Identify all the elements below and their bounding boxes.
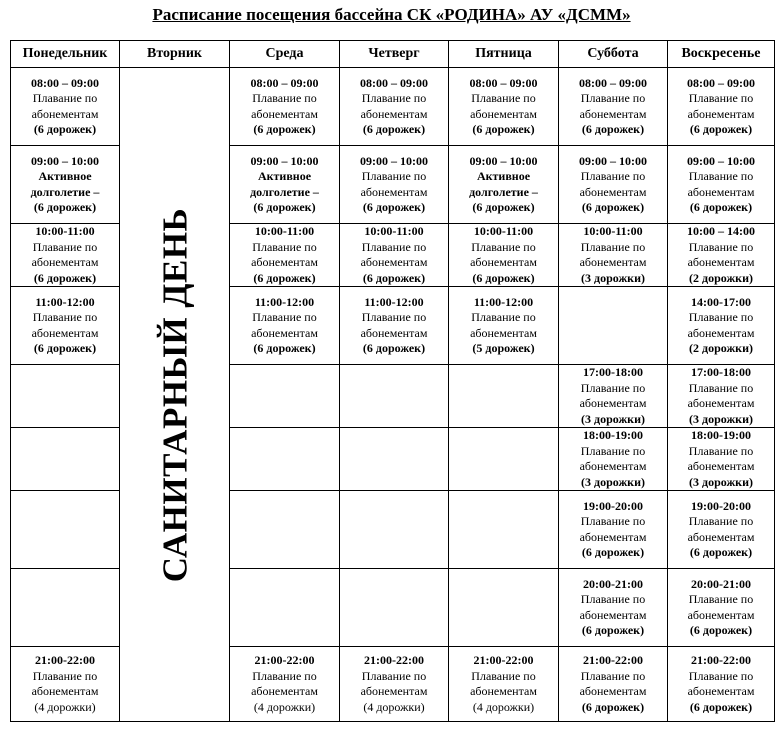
schedule-cell [668, 569, 775, 647]
session-time: 21:00-22:00 [364, 653, 424, 667]
session-activity: Плавание по абонементам [687, 380, 755, 410]
session-time: 21:00-22:00 [691, 653, 751, 667]
session-time: 10:00-11:00 [254, 224, 315, 238]
session-time: 21:00-22:00 [254, 653, 315, 667]
session-lanes: (6 дорожек) [581, 623, 645, 637]
session-time: 21:00-22:00 [473, 653, 534, 667]
session-lanes: (6 дорожек) [472, 122, 535, 136]
session-activity: Плавание по абонементам [31, 310, 99, 340]
session-activity: Плавание по абонементам [579, 592, 647, 622]
session-time: 20:00-21:00 [691, 576, 751, 591]
session-lanes: (6 дорожек) [362, 341, 426, 355]
session-time: 10:00-11:00 [364, 224, 424, 238]
session-time: 17:00-18:00 [583, 365, 643, 379]
session-lanes: (2 дорожки) [689, 270, 753, 285]
session-activity: Плавание по абонементам [360, 91, 428, 121]
session-activity: Плавание по абонементам [251, 239, 318, 269]
session-activity: Плавание по абонементам [687, 443, 755, 473]
session-activity: Плавание по абонементам [687, 310, 755, 340]
schedule-cell [340, 365, 449, 428]
schedule-table [10, 40, 775, 722]
session-time: 21:00-22:00 [35, 653, 95, 667]
session-lanes: (6 дорожек) [253, 200, 316, 214]
session-activity: Плавание по абонементам [251, 668, 318, 698]
schedule-cell [668, 146, 775, 224]
schedule-cell [449, 365, 559, 428]
session-lanes: (3 дорожки) [581, 411, 645, 426]
schedule-cell [559, 365, 668, 428]
session-lanes: (6 дорожек) [33, 200, 97, 214]
session-time: 08:00 – 09:00 [469, 75, 538, 90]
schedule-cell [230, 569, 340, 647]
schedule-cell [11, 428, 120, 491]
session-lanes: (6 дорожек) [689, 200, 753, 214]
day-header: Вторник [120, 41, 230, 68]
schedule-cell [449, 491, 559, 569]
session-activity: Активное долголетие – [469, 169, 538, 199]
session-time: 08:00 – 09:00 [31, 75, 99, 90]
day-header: Среда [230, 41, 340, 68]
session-activity: Плавание по абонементам [470, 310, 537, 340]
session-lanes: (6 дорожек) [581, 699, 645, 714]
session-activity: Плавание по абонементам [251, 91, 318, 121]
session-activity: Плавание по абонементам [579, 380, 647, 410]
session-activity: Плавание по абонементам [251, 310, 318, 340]
schedule-cell [340, 569, 449, 647]
session-time: 08:00 – 09:00 [687, 75, 755, 90]
schedule-cell [559, 491, 668, 569]
session-activity: Плавание по абонементам [579, 169, 647, 199]
schedule-cell [559, 224, 668, 287]
schedule-cell [449, 146, 559, 224]
schedule-cell [668, 68, 775, 146]
session-time: 11:00-12:00 [35, 294, 95, 309]
session-time: 20:00-21:00 [583, 576, 643, 591]
schedule-row [11, 68, 775, 146]
schedule-cell [230, 428, 340, 491]
schedule-cell [449, 224, 559, 287]
session-lanes: (6 дорожек) [689, 122, 753, 136]
session-lanes: (6 дорожек) [581, 200, 645, 214]
session-lanes: (3 дорожки) [689, 474, 753, 489]
session-activity: Плавание по абонементам [470, 91, 537, 121]
session-lanes: (6 дорожек) [689, 545, 753, 559]
session-time: 09:00 – 10:00 [469, 153, 538, 168]
schedule-cell [11, 647, 120, 722]
schedule-cell [559, 146, 668, 224]
session-lanes: (6 дорожек) [33, 341, 97, 355]
session-time: 17:00-18:00 [691, 365, 751, 379]
session-activity: Плавание по абонементам [360, 239, 428, 269]
schedule-cell [449, 68, 559, 146]
session-lanes: (6 дорожек) [689, 623, 753, 637]
schedule-cell [230, 68, 340, 146]
session-lanes: (4 дорожки) [34, 699, 96, 714]
schedule-cell [230, 224, 340, 287]
schedule-cell [230, 647, 340, 722]
schedule-cell [340, 491, 449, 569]
session-activity: Плавание по абонементам [687, 91, 755, 121]
session-time: 08:00 – 09:00 [250, 75, 319, 90]
day-header: Суббота [559, 41, 668, 68]
session-activity: Плавание по абонементам [687, 514, 755, 544]
session-activity: Плавание по абонементам [360, 310, 428, 340]
session-lanes: (3 дорожки) [581, 474, 645, 489]
session-time: 10:00 – 14:00 [687, 224, 755, 238]
session-time: 14:00-17:00 [691, 294, 751, 309]
day-header-row [11, 41, 775, 68]
schedule-cell [559, 647, 668, 722]
schedule-cell [230, 491, 340, 569]
session-time: 08:00 – 09:00 [579, 75, 647, 90]
session-lanes: (5 дорожек) [472, 341, 535, 355]
schedule-cell [668, 365, 775, 428]
schedule-cell [668, 224, 775, 287]
session-lanes: (6 дорожек) [581, 545, 645, 559]
session-activity: Плавание по абонементам [31, 91, 99, 121]
schedule-body [11, 68, 775, 722]
session-activity: Плавание по абонементам [31, 239, 99, 269]
schedule-cell [11, 491, 120, 569]
session-activity: Плавание по абонементам [579, 91, 647, 121]
session-lanes: (6 дорожек) [472, 200, 535, 214]
schedule-cell [668, 647, 775, 722]
page-title: Расписание посещения бассейна СК «РОДИНА» АУ «ДСММ» [152, 5, 631, 24]
session-time: 09:00 – 10:00 [250, 153, 319, 168]
schedule-cell [668, 287, 775, 365]
session-time: 10:00-11:00 [473, 224, 534, 238]
session-time: 11:00-12:00 [254, 294, 315, 309]
schedule-cell [668, 491, 775, 569]
session-lanes: (3 дорожки) [689, 411, 753, 426]
schedule-cell [340, 68, 449, 146]
day-header: Четверг [340, 41, 449, 68]
session-time: 09:00 – 10:00 [579, 153, 647, 168]
session-time: 18:00-19:00 [691, 428, 751, 442]
schedule-cell [449, 647, 559, 722]
schedule-cell [340, 647, 449, 722]
schedule-cell [230, 146, 340, 224]
session-activity: Активное долголетие – [250, 169, 319, 199]
session-lanes: (6 дорожек) [472, 270, 535, 285]
session-lanes: (6 дорожек) [689, 699, 753, 714]
sanitary-day-cell [120, 68, 230, 722]
session-activity: Плавание по абонементам [360, 668, 428, 698]
day-header: Понедельник [11, 41, 120, 68]
session-activity: Плавание по абонементам [687, 668, 755, 698]
schedule-cell [11, 287, 120, 365]
schedule-cell [11, 365, 120, 428]
schedule-cell [559, 428, 668, 491]
session-lanes: (6 дорожек) [253, 122, 316, 136]
schedule-cell [11, 224, 120, 287]
session-activity: Плавание по абонементам [579, 514, 647, 544]
session-time: 08:00 – 09:00 [360, 75, 428, 90]
schedule-cell [449, 569, 559, 647]
schedule-cell [11, 569, 120, 647]
session-time: 21:00-22:00 [583, 653, 643, 667]
sanitary-day-label: САНИТАРНЫЙ ДЕНЬ [154, 207, 194, 582]
session-time: 09:00 – 10:00 [687, 153, 755, 168]
session-activity: Плавание по абонементам [360, 169, 428, 199]
session-lanes: (2 дорожки) [689, 341, 753, 355]
session-time: 09:00 – 10:00 [360, 153, 428, 168]
schedule-cell [11, 68, 120, 146]
session-activity: Плавание по абонементам [470, 668, 537, 698]
schedule-cell [340, 287, 449, 365]
schedule-cell [230, 287, 340, 365]
session-time: 10:00-11:00 [583, 224, 643, 238]
session-time: 11:00-12:00 [473, 294, 534, 309]
session-lanes: (4 дорожки) [253, 699, 316, 714]
session-time: 11:00-12:00 [364, 294, 424, 309]
session-lanes: (6 дорожек) [33, 122, 97, 136]
session-lanes: (6 дорожек) [581, 122, 645, 136]
session-activity: Активное долголетие – [30, 169, 100, 199]
session-lanes: (6 дорожек) [362, 200, 426, 214]
session-activity: Плавание по абонементам [470, 239, 537, 269]
session-time: 09:00 – 10:00 [31, 153, 99, 168]
session-lanes: (4 дорожки) [363, 699, 425, 714]
schedule-cell [449, 287, 559, 365]
schedule-cell [11, 146, 120, 224]
session-activity: Плавание по абонементам [31, 668, 99, 698]
schedule-cell [559, 68, 668, 146]
session-activity: Плавание по абонементам [687, 169, 755, 199]
day-header: Воскресенье [668, 41, 775, 68]
schedule-cell [559, 287, 668, 365]
schedule-cell [340, 224, 449, 287]
session-lanes: (6 дорожек) [253, 270, 316, 285]
session-lanes: (3 дорожки) [581, 270, 645, 285]
session-lanes: (6 дорожек) [33, 270, 97, 285]
session-time: 19:00-20:00 [583, 498, 643, 513]
schedule-cell [340, 428, 449, 491]
session-activity: Плавание по абонементам [687, 239, 755, 269]
day-header: Пятница [449, 41, 559, 68]
session-lanes: (6 дорожек) [253, 341, 316, 355]
session-lanes: (6 дорожек) [362, 270, 426, 285]
session-activity: Плавание по абонементам [687, 592, 755, 622]
session-time: 19:00-20:00 [691, 498, 751, 513]
schedule-cell [449, 428, 559, 491]
session-lanes: (4 дорожки) [472, 699, 535, 714]
schedule-cell [668, 428, 775, 491]
schedule-cell [340, 146, 449, 224]
session-activity: Плавание по абонементам [579, 239, 647, 269]
session-activity: Плавание по абонементам [579, 668, 647, 698]
session-time: 10:00-11:00 [35, 224, 95, 238]
session-time: 18:00-19:00 [583, 428, 643, 442]
schedule-cell [230, 365, 340, 428]
schedule-cell [559, 569, 668, 647]
session-activity: Плавание по абонементам [579, 443, 647, 473]
session-lanes: (6 дорожек) [362, 122, 426, 136]
